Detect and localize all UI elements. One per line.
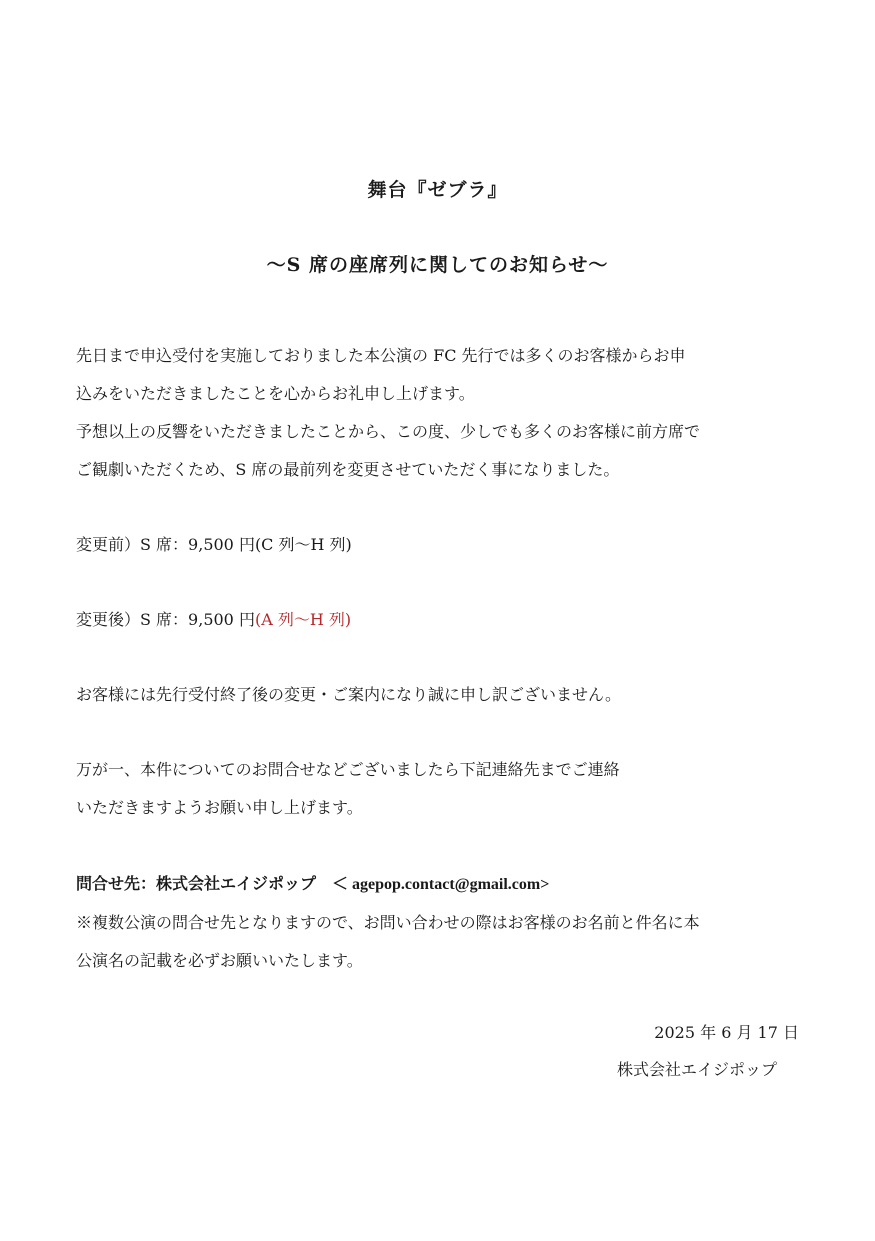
intro-line: 予想以上の反響をいただきましたことから、この度、少しでも多くのお客様に前方席で [76, 422, 701, 441]
note-line: 公演名の記載を必ずお願いいたします。 [76, 951, 363, 970]
intro-paragraph [76, 337, 806, 489]
intro-line: ご観劇いただくため、S 席の最前列を変更させていただく事になりました。 [76, 460, 620, 479]
document-subtitle: 〜S 席の座席列に関してのお知らせ〜 [266, 254, 609, 276]
issue-date: 2025 年 6 月 17 日 [654, 1023, 799, 1042]
contact-email: ＜ agepop.contact@gmail.com> [332, 876, 550, 893]
after-change-line [76, 601, 806, 639]
contact-section [76, 865, 806, 980]
intro-line: 先日まで申込受付を実施しておりました本公演の FC 先行では多くのお客様からお申 [76, 346, 686, 365]
intro-line: 込みをいただきましたことを心からお礼申し上げます。 [76, 384, 475, 403]
note-line: ※複数公演の問合せ先となりますので、お問い合わせの際はお客様のお名前と件名に本 [76, 913, 700, 932]
contact-line [76, 865, 806, 904]
request-line: いただきますようお願い申し上げます。 [76, 798, 363, 817]
request-paragraph [76, 751, 806, 827]
after-change-highlight: (A 列〜H 列) [254, 610, 352, 629]
apology-paragraph: お客様には先行受付終了後の変更・ご案内になり誠に申し訳ございません。 [76, 685, 621, 704]
before-change-line: 変更前）S 席：9,500 円(C 列〜H 列) [76, 535, 352, 554]
contact-label: 問合せ先：株式会社エイジポップ [76, 874, 317, 893]
issuer-organization: 株式会社エイジポップ [616, 1060, 777, 1079]
request-line: 万が一、本件についてのお問合せなどございましたら下記連絡先までご連絡 [76, 760, 620, 779]
after-change-prefix: 変更後）S 席：9,500 円 [76, 610, 255, 629]
document-title: 舞台『ゼブラ』 [367, 179, 508, 201]
